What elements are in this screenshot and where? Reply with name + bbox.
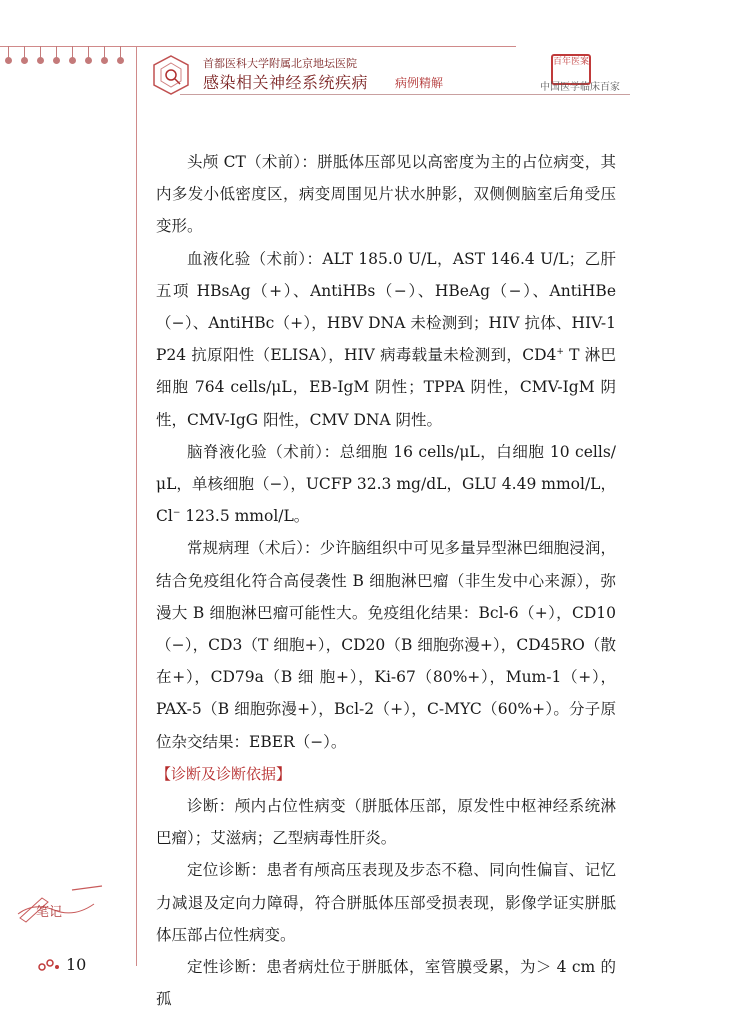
header-rule-top (136, 46, 516, 47)
paragraph-diagnosis: 诊断：颅内占位性病变（胼胝体压部，原发性中枢神经系统淋巴瘤）；艾滋病；乙型病毒性肝炎。 (156, 797, 616, 848)
notes-label: 笔记 (36, 905, 63, 920)
margin-rule (136, 46, 137, 966)
paragraph-ct: 头颅 CT（术前）：胼胝体压部见以高密度为主的占位病变，其内多发小低密度区，病变周围见片状水肿影，双侧侧脑室后角受压变形。 (156, 153, 616, 236)
paragraph-localization: 定位诊断：患者有颅高压表现及步态不稳、同向性偏盲、记忆力减退及定向力障碍，符合胼胝体压部受损表现，影像学证实胼胝体压部占位性病变。 (156, 861, 616, 944)
book-title: 感染相关神经系统疾病 (203, 73, 369, 92)
brand-label: 中国医学临床百家 (540, 82, 620, 93)
hospital-subtitle: 首都医科大学附属北京地坛医院 (203, 57, 357, 70)
seal-stamp: 百年医案 (551, 54, 591, 85)
section-heading: 【诊断及诊断依据】 (156, 764, 292, 783)
paragraph-blood-test: 血液化验（术前）：ALT 185.0 U/L，AST 146.4 U/L；乙肝五项 HBsAg（+）、AntiHBs（−）、HBeAg（−）、AntiHBe（−）、AntiHBc（+），HBV DNA 未检测到；HIV 抗体、HIV-1 P24 抗原阳性（ELISA），HIV 病毒载量未检测到，CD4+ T 淋巴细胞 764 cells/μL，EB-IgM 阴性；TPPA 阴性，CMV-IgM 阴性，CMV-IgG 阳性，CMV DNA 阴性。 (156, 249, 616, 429)
page-ornament-icon (38, 958, 60, 972)
hexagon-logo-icon (150, 54, 192, 96)
paragraph-qualitative: 定性诊断：患者病灶位于胼胝体，室管膜受累，为＞ 4 cm 的孤 (156, 958, 616, 1009)
paragraph-pathology: 常规病理（术后）：少许脑组织中可见多量异型淋巴细胞浸润，结合免疫组化符合高侵袭性 B 细胞淋巴瘤（非生发中心来源），弥漫大 B 细胞淋巴瘤可能性大。免疫组化结果：Bcl-6（+），CD10（−），CD3（T 细胞+），CD20（B 细胞弥漫+），CD45RO（散在+），CD79a（B 细 胞+），Ki-67（80%+），Mum-1（+），PAX-5（B 细胞弥漫+），Bcl-2（+），C-MYC（60%+）。分子原位杂交结果：EBER（−）。 (156, 539, 616, 751)
page-number: 10 (66, 955, 87, 974)
series-tag: 病例精解 (395, 76, 444, 90)
page-body (156, 146, 616, 1015)
notes-pen-icon (14, 884, 106, 924)
binder-pins (0, 46, 136, 76)
header-rule-bottom (180, 94, 630, 95)
paragraph-csf-test: 脑脊液化验（术前）：总细胞 16 cells/μL，白细胞 10 cells/μL，单核细胞（−），UCFP 32.3 mg/dL，GLU 4.49 mmol/L，Cl− 123.5 mmol/L。 (156, 442, 616, 526)
